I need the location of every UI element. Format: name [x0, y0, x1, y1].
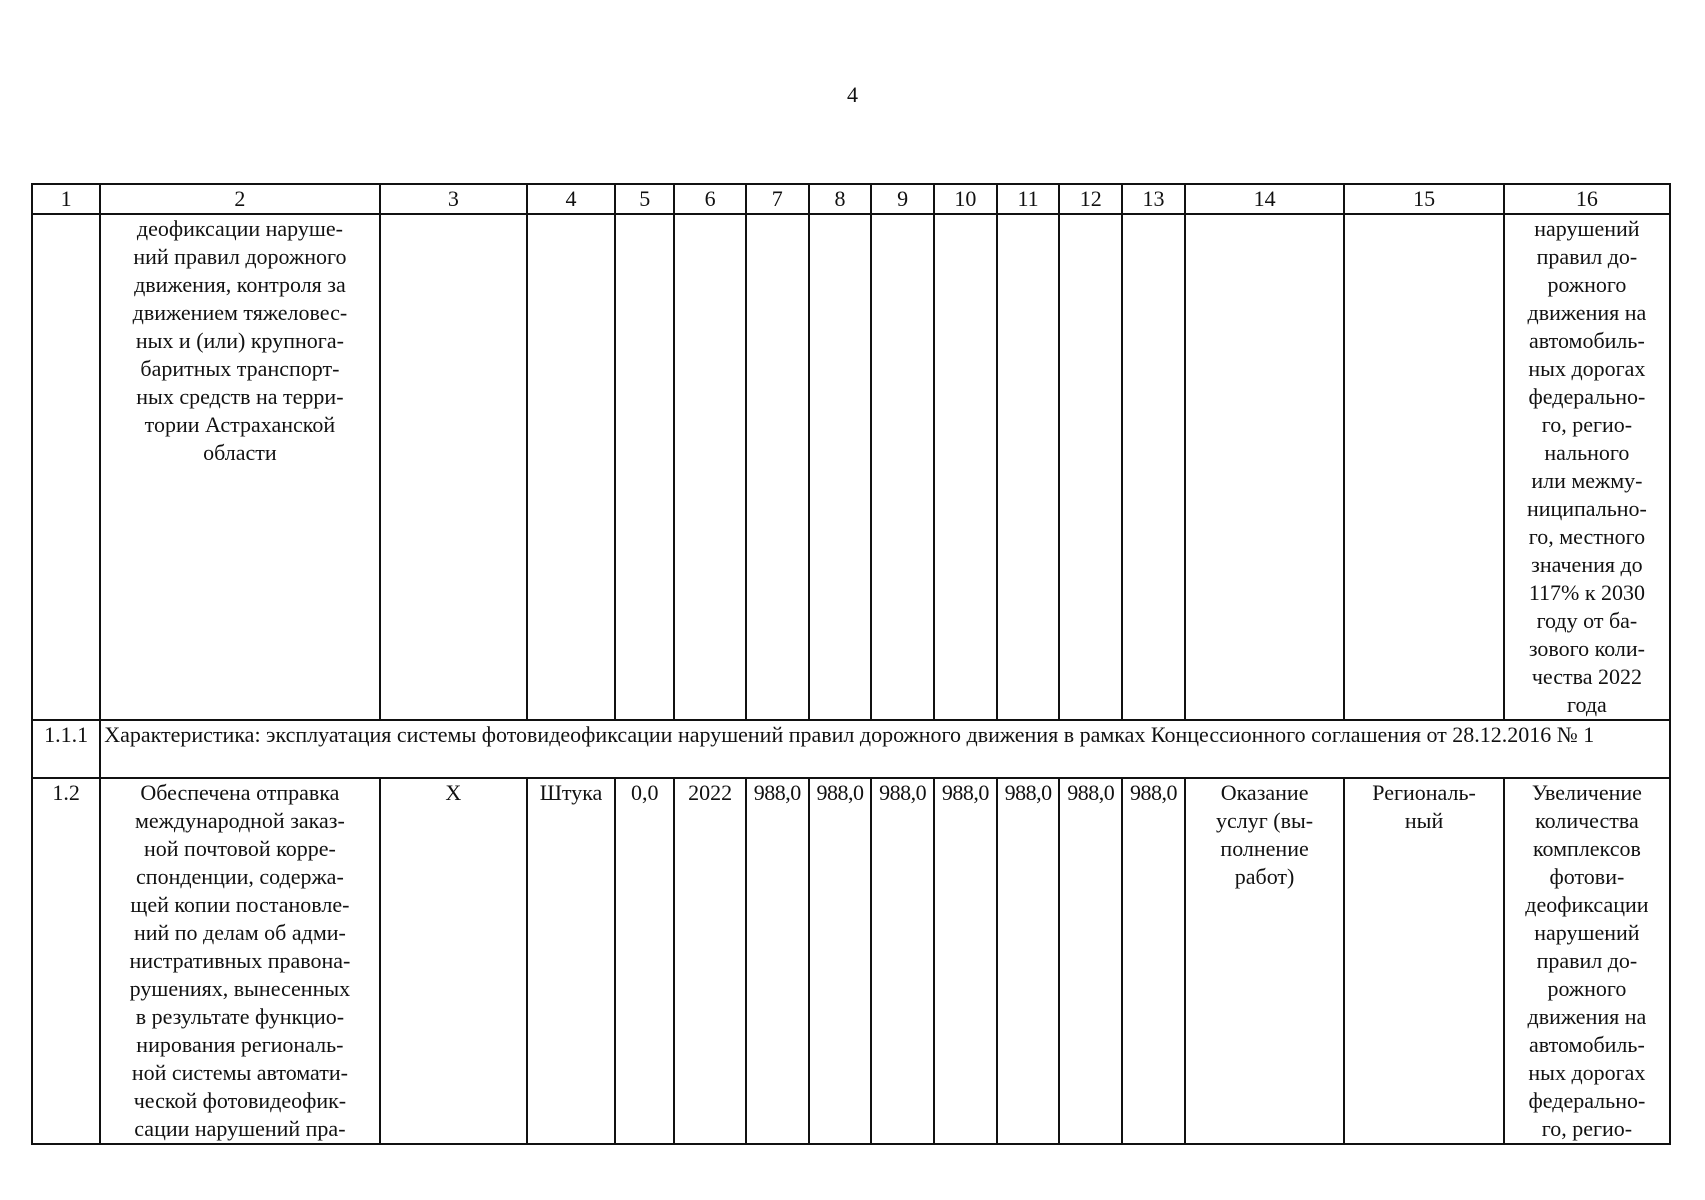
col-header-4: 4 [527, 184, 615, 214]
cell-empty [674, 214, 746, 720]
cell-unit: Штука [527, 778, 615, 1144]
cell-empty [809, 214, 872, 720]
cell-result: нарушений правил до- рожного движения на автомобиль- ных дорогах федерально- го, регио- нального или межму- ниципально- го, местного значения до 117% к 2030 году от ба- зового коли- чества 2022 года [1504, 214, 1670, 720]
col-header-9: 9 [871, 184, 934, 214]
cell-result: Увеличение количества комплексов фотови- деофиксации нарушений правил до- рожного движения на автомобиль- ных дорогах федерально- го, регио- [1504, 778, 1670, 1144]
col-header-6: 6 [674, 184, 746, 214]
cell-empty [997, 214, 1060, 720]
cell-base-year: 2022 [674, 778, 746, 1144]
cell-empty [934, 214, 997, 720]
cell-value: 988,0 [746, 778, 809, 1144]
cell-value: 988,0 [997, 778, 1060, 1144]
col-header-13: 13 [1122, 184, 1185, 214]
cell-value: 988,0 [871, 778, 934, 1144]
col-header-7: 7 [746, 184, 809, 214]
col-header-11: 11 [997, 184, 1060, 214]
table-row-subitem [32, 720, 1670, 778]
cell-value: 988,0 [1122, 778, 1185, 1144]
cell-empty [527, 214, 615, 720]
cell-level: Региональ- ный [1344, 778, 1504, 1144]
col-header-2: 2 [100, 184, 379, 214]
subitem-number: 1.1.1 [32, 720, 100, 778]
table-row-1-2 [32, 778, 1670, 1144]
col-header-15: 15 [1344, 184, 1504, 214]
col-header-14: 14 [1185, 184, 1345, 214]
cell-empty [871, 214, 934, 720]
cell-empty [1059, 214, 1122, 720]
cell-number [32, 214, 100, 720]
cell-type: Оказание услуг (вы- полнение работ) [1185, 778, 1345, 1144]
cell-col3: X [380, 778, 527, 1144]
col-header-1: 1 [32, 184, 100, 214]
col-header-3: 3 [380, 184, 527, 214]
cell-empty [380, 214, 527, 720]
col-header-12: 12 [1059, 184, 1122, 214]
cell-empty [1344, 214, 1504, 720]
cell-base-value: 0,0 [615, 778, 674, 1144]
cell-empty [746, 214, 809, 720]
col-header-8: 8 [809, 184, 872, 214]
cell-description: Обеспечена отправка международной заказ- ной почтовой корре- спонденции, содержа- щей копии постановле- ний по делам об адми- нистративных правона- рушениях, вынесенных в результате функцио- нирования региональ- ной системы автомати- ческой фотовидеофик- сации нарушений пра- [100, 778, 379, 1144]
col-header-5: 5 [615, 184, 674, 214]
page-number: 4 [847, 82, 858, 107]
col-header-10: 10 [934, 184, 997, 214]
subitem-characteristic: Характеристика: эксплуатация системы фотовидеофиксации нарушений правил дорожного движения в рамках Концессионного соглашения от 28.12.2016 № 1 [100, 720, 1670, 778]
cell-value: 988,0 [809, 778, 872, 1144]
cell-empty [1185, 214, 1345, 720]
program-table [31, 183, 1671, 1145]
cell-empty [1122, 214, 1185, 720]
table-row-continuation [32, 214, 1670, 720]
cell-description: деофиксации наруше- ний правил дорожного движения, контроля за движением тяжеловес- ных и (или) крупнога- баритных транспорт- ных средств на терри- тории Астраханской области [100, 214, 379, 720]
cell-value: 988,0 [1059, 778, 1122, 1144]
cell-empty [615, 214, 674, 720]
col-header-16: 16 [1504, 184, 1670, 214]
cell-value: 988,0 [934, 778, 997, 1144]
header-row [32, 184, 1670, 214]
row-number: 1.2 [32, 778, 100, 1144]
